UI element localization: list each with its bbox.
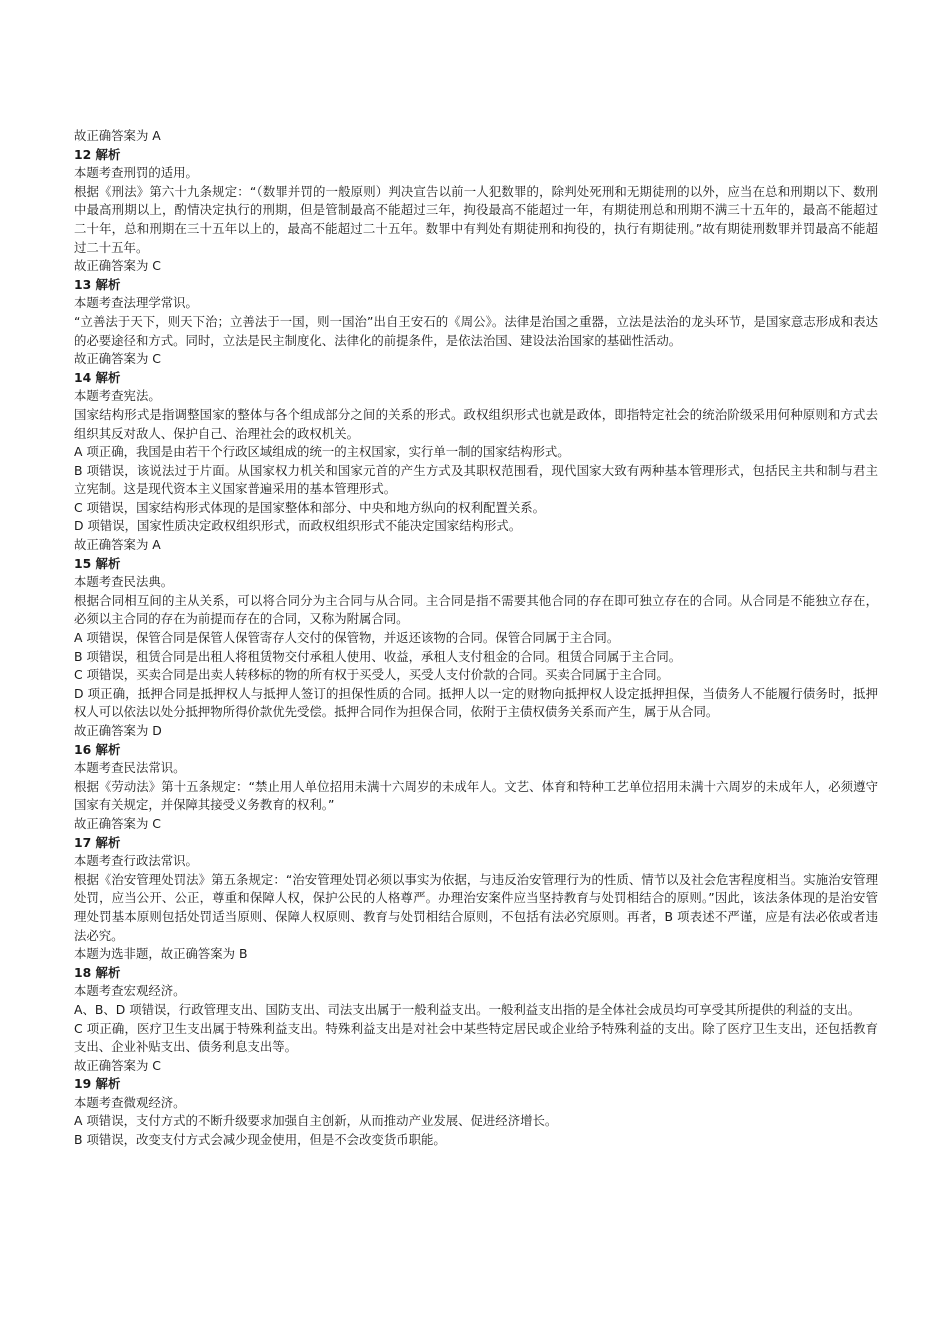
paragraph: 根据《刑法》第六十九条规定：“（数罪并罚的一般原则）判决宣告以前一人犯数罪的，除判处死刑和无期徒刑的以外，应当在总和刑期以下、数刑中最高刑期以上，酌情决定执行的刑期，但是管制最高不能超过三年，拘役最高不能超过一年，有期徒刑总和刑期不满三十五年的，最高不能超过二十年，总和刑期在三十五年以上的，最高不能超过二十五年。数罪中有判处有期徒刑和拘役的，执行有期徒刑。”故有期徒刑数罪并罚最高不能超过二十五年。 xyxy=(74,183,878,255)
paragraph: D 项正确，抵押合同是抵押权人与抵押人签订的担保性质的合同。抵押人以一定的财物向抵押权人设定抵押担保，当债务人不能履行债务时，抵押权人可以依法以处分抵押物所得价款优先受偿。抵押合同作为担保合同，依附于主债权债务关系而产生，属于从合同。 xyxy=(74,685,878,720)
paragraph: 本题考查民法典。 xyxy=(74,574,174,590)
paragraph: 本题考查行政法常识。 xyxy=(74,853,198,869)
paragraph: 本题考查民法常识。 xyxy=(74,760,186,776)
paragraph: 本题考查法理学常识。 xyxy=(74,295,198,311)
paragraph: A 项错误，支付方式的不断升级要求加强自主创新，从而推动产业发展、促进经济增长。 xyxy=(74,1113,558,1129)
paragraph: “立善法于天下，则天下治；立善法于一国，则一国治”出自王安石的《周公》。法律是治国之重器，立法是法治的龙头环节，是国家意志形成和表达的必要途径和方式。同时，立法是民主制度化、法律化的前提条件，是依法治国、建设法治国家的基础性活动。 xyxy=(74,313,878,348)
paragraph: 本题考查宪法。 xyxy=(74,388,161,404)
question-heading: 14 解析 xyxy=(74,369,121,385)
answer-line: 故正确答案为 A xyxy=(74,537,161,553)
question-heading: 13 解析 xyxy=(74,276,121,292)
paragraph: D 项错误，国家性质决定政权组织形式，而政权组织形式不能决定国家结构形式。 xyxy=(74,518,522,534)
paragraph: B 项错误，该说法过于片面。从国家权力机关和国家元首的产生方式及其职权范围看，现代国家大致有两种基本管理形式，包括民主共和制与君主立宪制。这是现代资本主义国家普遍采用的基本管理形式。 xyxy=(74,462,878,497)
paragraph: 根据合同相互间的主从关系，可以将合同分为主合同与从合同。主合同是指不需要其他合同的存在即可独立存在的合同。从合同是不能独立存在，必须以主合同的存在为前提而存在的合同，又称为附属合同。 xyxy=(74,592,878,627)
question-heading: 15 解析 xyxy=(74,555,121,571)
answer-line: 故正确答案为 A xyxy=(74,128,161,143)
question-heading: 12 解析 xyxy=(74,146,121,162)
answer-line: 故正确答案为 C xyxy=(74,351,161,367)
paragraph: 根据《劳动法》第十五条规定：“禁止用人单位招用未满十六周岁的未成年人。文艺、体育和特种工艺单位招用未满十六周岁的未成年人，必须遵守国家有关规定，并保障其接受义务教育的权利。” xyxy=(74,778,878,813)
paragraph: B 项错误，改变支付方式会减少现金使用，但是不会改变货币职能。 xyxy=(74,1132,446,1148)
paragraph: A 项正确，我国是由若干个行政区域组成的统一的主权国家，实行单一制的国家结构形式。 xyxy=(74,444,570,460)
paragraph: 本题考查宏观经济。 xyxy=(74,983,186,999)
question-heading: 18 解析 xyxy=(74,964,121,980)
question-heading: 16 解析 xyxy=(74,741,121,757)
paragraph: 本题考查刑罚的适用。 xyxy=(74,165,198,181)
question-heading: 17 解析 xyxy=(74,834,121,850)
paragraph: 本题考查微观经济。 xyxy=(74,1094,186,1110)
paragraph: B 项错误，租赁合同是出租人将租赁物交付承租人使用、收益，承租人支付租金的合同。租赁合同属于主合同。 xyxy=(74,648,682,664)
paragraph: C 项错误，买卖合同是出卖人转移标的物的所有权于买受人，买受人支付价款的合同。买卖合同属于主合同。 xyxy=(74,667,669,683)
answer-line: 故正确答案为 C xyxy=(74,815,161,831)
answer-line: 本题为选非题，故正确答案为 B xyxy=(74,946,248,962)
answer-line: 故正确答案为 D xyxy=(74,723,162,738)
paragraph: 国家结构形式是指调整国家的整体与各个组成部分之间的关系的形式。政权组织形式也就是政体，即指特定社会的统治阶级采用何种原则和方式去组织其反对敌人、保护自己、治理社会的政权机关。 xyxy=(74,406,878,441)
answer-line: 故正确答案为 C xyxy=(74,258,161,274)
paragraph: C 项错误，国家结构形式体现的是国家整体和部分、中央和地方纵向的权利配置关系。 xyxy=(74,499,546,515)
paragraph: A 项错误，保管合同是保管人保管寄存人交付的保管物，并返还该物的合同。保管合同属于主合同。 xyxy=(74,630,620,646)
question-heading: 19 解析 xyxy=(74,1076,121,1092)
paragraph: C 项正确，医疗卫生支出属于特殊利益支出。特殊利益支出是对社会中某些特定居民或企业给予特殊利益的支出。除了医疗卫生支出，还包括教育支出、企业补贴支出、债务利息支出等。 xyxy=(74,1020,878,1055)
paragraph: 根据《治安管理处罚法》第五条规定：“治安管理处罚必须以事实为依据，与违反治安管理行为的性质、情节以及社会危害程度相当。实施治安管理处罚，应当公开、公正，尊重和保障人权，保护公民的人格尊严。办理治安案件应当坚持教育与处罚相结合的原则。”因此，该法条体现的是治安管理处罚基本原则包括处罚适当原则、保障人权原则、教育与处罚相结合原则，不包括有法必究原则。再者，B 项表述不严谨，应是有法必依或者违法必究。 xyxy=(74,871,878,943)
paragraph: A、B、D 项错误，行政管理支出、国防支出、司法支出属于一般利益支出。一般利益支出指的是全体社会成员均可享受其所提供的利益的支出。 xyxy=(74,1001,861,1017)
answer-line: 故正确答案为 C xyxy=(74,1057,161,1073)
